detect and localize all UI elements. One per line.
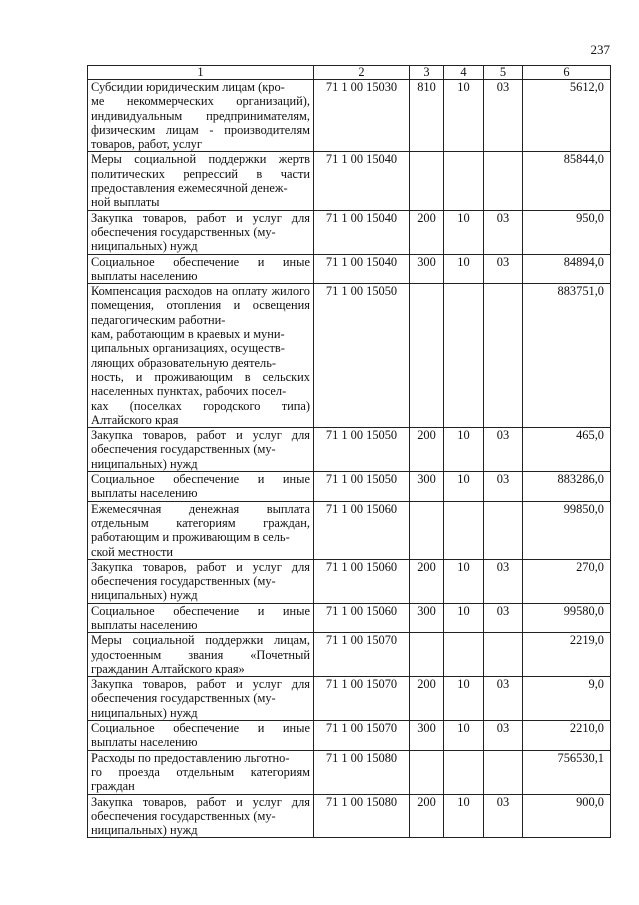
section-cell — [444, 152, 484, 210]
subsection-cell: 03 — [484, 254, 523, 284]
column-header: 3 — [410, 66, 444, 80]
target-code-cell: 71 1 00 15060 — [314, 501, 410, 559]
item-name-cell: Расходы по предоставлению льготно- го проезда отдельным категориям граждан — [88, 750, 314, 794]
table-row — [88, 80, 611, 152]
item-name-cell: Закупка товаров, работ и услуг для обеспечения государственных (му- ниципальных) нужд — [88, 677, 314, 721]
budget-table — [87, 65, 611, 838]
table-row — [88, 559, 611, 603]
amount-cell: 5612,0 — [523, 80, 611, 152]
amount-cell: 950,0 — [523, 210, 611, 254]
item-name-cell: Закупка товаров, работ и услуг для обеспечения государственных (му- ниципальных) нужд — [88, 794, 314, 838]
amount-cell: 270,0 — [523, 559, 611, 603]
target-code-cell: 71 1 00 15070 — [314, 633, 410, 677]
table-row — [88, 721, 611, 751]
amount-cell: 2210,0 — [523, 721, 611, 751]
table-row — [88, 254, 611, 284]
table-body — [88, 80, 611, 838]
subsection-cell: 03 — [484, 210, 523, 254]
subsection-cell — [484, 284, 523, 428]
table-row — [88, 603, 611, 633]
section-cell — [444, 284, 484, 428]
section-cell: 10 — [444, 794, 484, 838]
section-cell — [444, 501, 484, 559]
expense-type-cell — [410, 152, 444, 210]
item-name-cell: Компенсация расходов на оплату жилого помещения, отопления и освещения педагогическим работни- кам, работающим в краевых и муни- ципальных организациях, осуществ- ляющих образовательную деятель- ность, и проживающим в сельских населенных пунктах, рабочих посел- ках (поселках городского типа) Алтайского края — [88, 284, 314, 428]
amount-cell: 756530,1 — [523, 750, 611, 794]
expense-type-cell: 810 — [410, 80, 444, 152]
amount-cell: 900,0 — [523, 794, 611, 838]
amount-cell: 2219,0 — [523, 633, 611, 677]
target-code-cell: 71 1 00 15040 — [314, 210, 410, 254]
amount-cell: 84894,0 — [523, 254, 611, 284]
target-code-cell: 71 1 00 15040 — [314, 254, 410, 284]
table-row — [88, 633, 611, 677]
column-header: 2 — [314, 66, 410, 80]
expense-type-cell: 200 — [410, 559, 444, 603]
expense-type-cell — [410, 633, 444, 677]
subsection-cell: 03 — [484, 794, 523, 838]
item-name-cell: Субсидии юридическим лицам (кро- ме некоммерческих организаций), индивидуальным предпринимателям, физическим лицам - производителям товаров, работ, услуг — [88, 80, 314, 152]
expense-type-cell: 200 — [410, 428, 444, 472]
expense-type-cell: 200 — [410, 210, 444, 254]
item-name-cell: Закупка товаров, работ и услуг для обеспечения государственных (му- ниципальных) нужд — [88, 559, 314, 603]
target-code-cell: 71 1 00 15080 — [314, 750, 410, 794]
section-cell: 10 — [444, 472, 484, 502]
target-code-cell: 71 1 00 15030 — [314, 80, 410, 152]
target-code-cell: 71 1 00 15070 — [314, 677, 410, 721]
target-code-cell: 71 1 00 15080 — [314, 794, 410, 838]
target-code-cell: 71 1 00 15060 — [314, 559, 410, 603]
column-header: 1 — [88, 66, 314, 80]
target-code-cell: 71 1 00 15050 — [314, 472, 410, 502]
section-cell: 10 — [444, 210, 484, 254]
subsection-cell — [484, 750, 523, 794]
column-header: 5 — [484, 66, 523, 80]
column-header: 4 — [444, 66, 484, 80]
expense-type-cell — [410, 501, 444, 559]
section-cell: 10 — [444, 254, 484, 284]
item-name-cell: Социальное обеспечение и иные выплаты населению — [88, 721, 314, 751]
table-row — [88, 472, 611, 502]
target-code-cell: 71 1 00 15060 — [314, 603, 410, 633]
target-code-cell: 71 1 00 15050 — [314, 284, 410, 428]
section-cell: 10 — [444, 721, 484, 751]
page-number: 237 — [590, 42, 610, 57]
item-name-cell: Закупка товаров, работ и услуг для обеспечения государственных (му- ниципальных) нужд — [88, 210, 314, 254]
amount-cell: 883751,0 — [523, 284, 611, 428]
section-cell — [444, 633, 484, 677]
section-cell: 10 — [444, 428, 484, 472]
table-row — [88, 152, 611, 210]
section-cell: 10 — [444, 677, 484, 721]
expense-type-cell: 300 — [410, 254, 444, 284]
amount-cell: 465,0 — [523, 428, 611, 472]
expense-type-cell — [410, 750, 444, 794]
subsection-cell: 03 — [484, 472, 523, 502]
section-cell: 10 — [444, 559, 484, 603]
table-row — [88, 428, 611, 472]
target-code-cell: 71 1 00 15040 — [314, 152, 410, 210]
amount-cell: 9,0 — [523, 677, 611, 721]
amount-cell: 99580,0 — [523, 603, 611, 633]
section-cell: 10 — [444, 80, 484, 152]
expense-type-cell: 200 — [410, 794, 444, 838]
table-row — [88, 794, 611, 838]
table-row — [88, 284, 611, 428]
amount-cell: 85844,0 — [523, 152, 611, 210]
subsection-cell: 03 — [484, 721, 523, 751]
subsection-cell: 03 — [484, 677, 523, 721]
item-name-cell: Закупка товаров, работ и услуг для обеспечения государственных (му- ниципальных) нужд — [88, 428, 314, 472]
amount-cell: 883286,0 — [523, 472, 611, 502]
expense-type-cell: 300 — [410, 721, 444, 751]
subsection-cell — [484, 633, 523, 677]
expense-type-cell: 200 — [410, 677, 444, 721]
expense-type-cell: 300 — [410, 472, 444, 502]
item-name-cell: Социальное обеспечение и иные выплаты населению — [88, 254, 314, 284]
item-name-cell: Меры социальной поддержки жертв политических репрессий в части предоставления ежемесячной денеж- ной выплаты — [88, 152, 314, 210]
column-header: 6 — [523, 66, 611, 80]
subsection-cell: 03 — [484, 428, 523, 472]
amount-cell: 99850,0 — [523, 501, 611, 559]
expense-type-cell — [410, 284, 444, 428]
table-row — [88, 210, 611, 254]
item-name-cell: Меры социальной поддержки лицам, удостоенным звания «Почетный гражданин Алтайского края» — [88, 633, 314, 677]
table-row — [88, 501, 611, 559]
item-name-cell: Ежемесячная денежная выплата отдельным категориям граждан, работающим и проживающим в сель- ской местности — [88, 501, 314, 559]
subsection-cell — [484, 152, 523, 210]
table-row — [88, 750, 611, 794]
item-name-cell: Социальное обеспечение и иные выплаты населению — [88, 472, 314, 502]
section-cell — [444, 750, 484, 794]
section-cell: 10 — [444, 603, 484, 633]
item-name-cell: Социальное обеспечение и иные выплаты населению — [88, 603, 314, 633]
table-row — [88, 677, 611, 721]
target-code-cell: 71 1 00 15050 — [314, 428, 410, 472]
subsection-cell — [484, 501, 523, 559]
expense-type-cell: 300 — [410, 603, 444, 633]
table-header-row — [88, 66, 611, 80]
subsection-cell: 03 — [484, 80, 523, 152]
subsection-cell: 03 — [484, 559, 523, 603]
target-code-cell: 71 1 00 15070 — [314, 721, 410, 751]
subsection-cell: 03 — [484, 603, 523, 633]
